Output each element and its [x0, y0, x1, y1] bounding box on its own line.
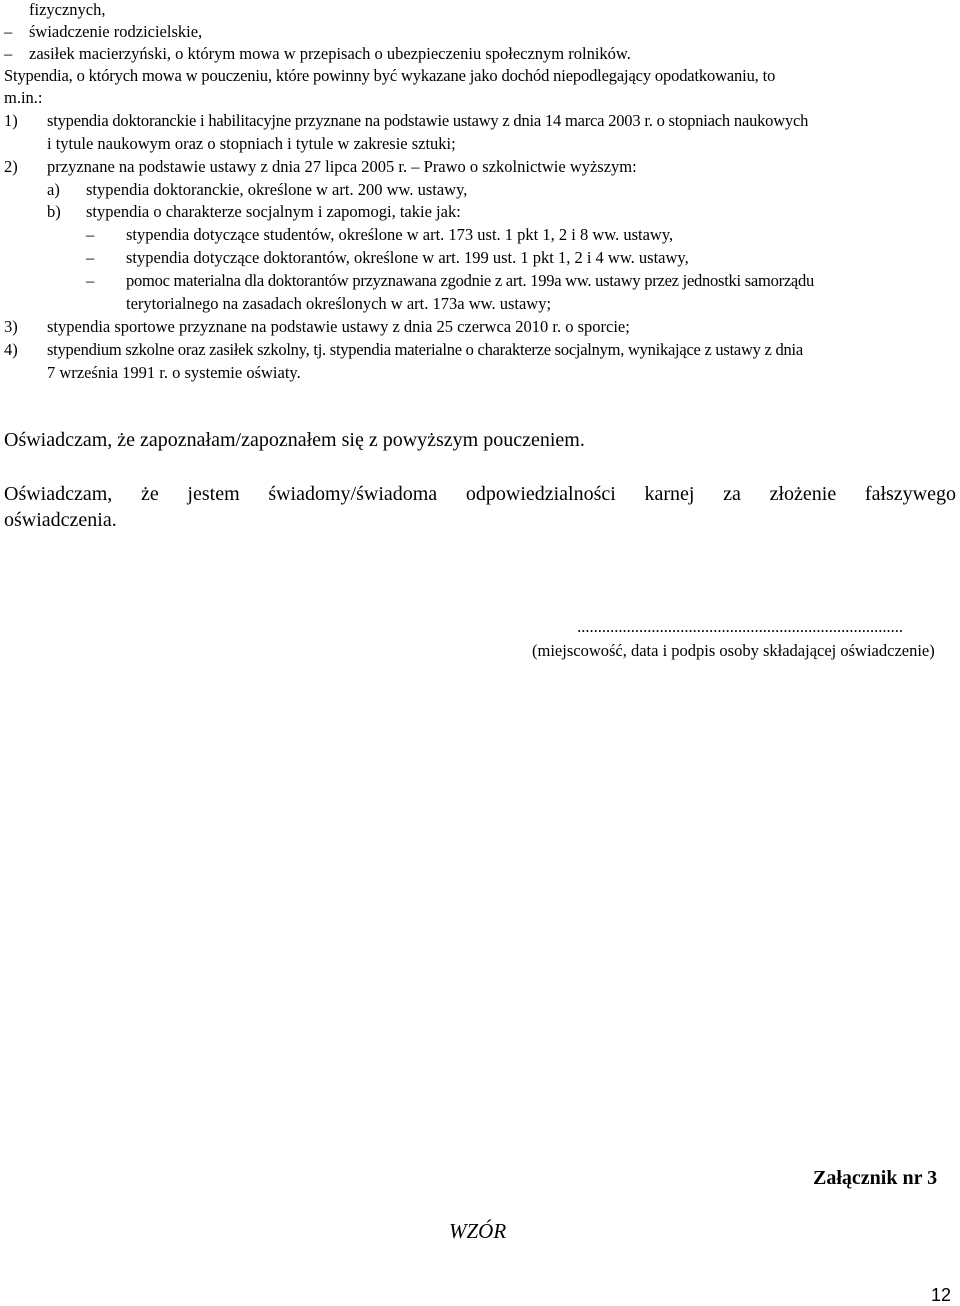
point-number: 3): [4, 317, 18, 336]
continuation-text: fizycznych,: [29, 0, 106, 19]
annex-title: Załącznik nr 3: [813, 1167, 938, 1189]
dash-bullet: –: [86, 271, 95, 290]
sub-point-number: b): [47, 202, 61, 221]
dash-item-cont: terytorialnego na zasadach określonych w art. 173a ww. ustawy;: [126, 294, 552, 313]
list-item: świadczenie rodzicielskie,: [29, 22, 203, 41]
point-text: stypendium szkolne oraz zasiłek szkolny, tj. stypendia materialne o charakterze socjalnym, wynikające z ustawy z dnia: [47, 340, 803, 359]
scholarships-intro-cont: m.in.:: [4, 88, 43, 107]
point-text: stypendia doktoranckie i habilitacyjne przyznane na podstawie ustawy z dnia 14 marca 2003 r. o stopniach naukowych: [47, 111, 809, 130]
declaration-liability-cont: oświadczenia.: [4, 509, 117, 531]
signature-caption: (miejscowość, data i podpis osoby składającej oświadczenie): [532, 641, 935, 660]
scholarships-intro: Stypendia, o których mowa w pouczeniu, które powinny być wykazane jako dochód niepodlegający opodatkowaniu, to: [4, 66, 776, 85]
signature-line: ...............................................................................: [577, 617, 903, 636]
point-number: 2): [4, 157, 18, 176]
point-number: 4): [4, 340, 18, 359]
point-text: przyznane na podstawie ustawy z dnia 27 lipca 2005 r. – Prawo o szkolnictwie wyższym:: [47, 157, 637, 176]
dash-item: stypendia dotyczące studentów, określone w art. 173 ust. 1 pkt 1, 2 i 8 ww. ustawy,: [126, 225, 674, 244]
dash-bullet: –: [4, 44, 13, 63]
point-text: i tytule naukowym oraz o stopniach i tytule w zakresie sztuki;: [47, 134, 456, 153]
point-text: 7 września 1991 r. o systemie oświaty.: [47, 363, 301, 382]
list-item: zasiłek macierzyński, o którym mowa w przepisach o ubezpieczeniu społecznym rolników.: [29, 44, 631, 63]
sub-point-text: stypendia doktoranckie, określone w art. 200 ww. ustawy,: [86, 180, 468, 199]
point-number: 1): [4, 111, 18, 130]
dash-bullet: –: [4, 22, 13, 41]
sub-point-number: a): [47, 180, 60, 199]
point-text: stypendia sportowe przyznane na podstawie ustawy z dnia 25 czerwca 2010 r. o sporcie;: [47, 317, 630, 336]
template-label: WZÓR: [449, 1219, 507, 1243]
dash-bullet: –: [86, 225, 95, 244]
page-number: 12: [931, 1285, 952, 1305]
sub-point-text: stypendia o charakterze socjalnym i zapomogi, takie jak:: [86, 202, 461, 221]
declaration-liability: Oświadczam, że jestem świadomy/świadoma odpowiedzialności karnej za złożenie fałszywego: [4, 483, 956, 505]
dash-bullet: –: [86, 248, 95, 267]
dash-item: stypendia dotyczące doktorantów, określone w art. 199 ust. 1 pkt 1, 2 i 4 ww. ustawy,: [126, 248, 689, 267]
declaration-acknowledgement: Oświadczam, że zapoznałam/zapoznałem się z powyższym pouczeniem.: [4, 429, 585, 451]
dash-item: pomoc materialna dla doktorantów przyznawana zgodnie z art. 199a ww. ustawy przez jednostki samorządu: [126, 271, 814, 290]
